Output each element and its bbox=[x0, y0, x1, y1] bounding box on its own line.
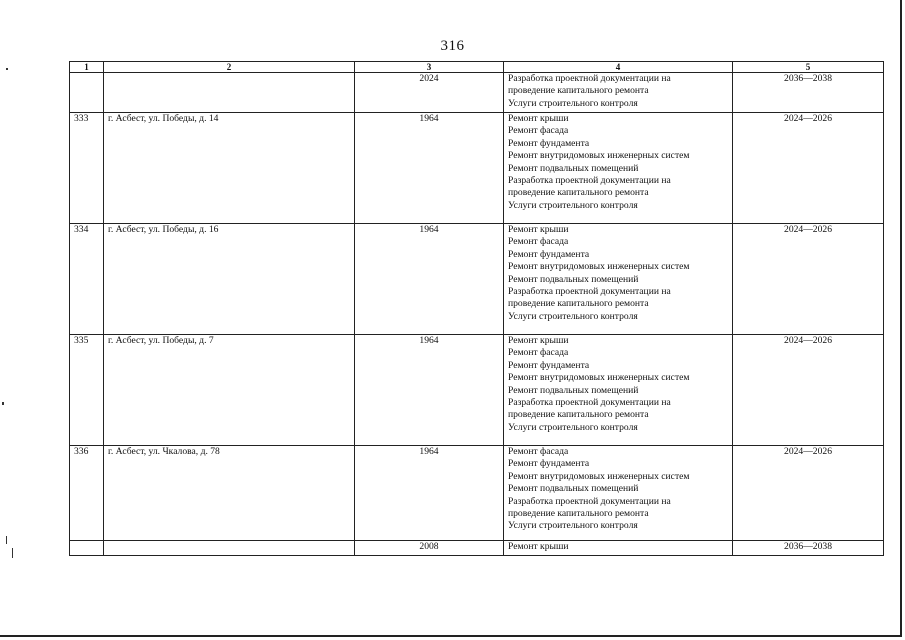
works-cell bbox=[504, 113, 733, 224]
work-item: Ремонт фасада bbox=[508, 236, 569, 248]
work-item: Ремонт фасада bbox=[508, 446, 569, 457]
row-number-cell bbox=[70, 73, 104, 113]
work-item: Ремонт внутридомовых инженерных систем bbox=[508, 150, 690, 162]
column-header: 4 bbox=[504, 62, 733, 73]
work-item: Ремонт крыши bbox=[508, 541, 569, 552]
work-item: Ремонт фасада bbox=[508, 347, 569, 359]
period-cell: 2024—2026 bbox=[733, 446, 884, 541]
work-item: Ремонт подвальных помещений bbox=[508, 273, 639, 285]
work-item: проведение капитального ремонта bbox=[508, 409, 649, 421]
works-cell bbox=[504, 73, 733, 113]
work-item: Услуги строительного контроля bbox=[508, 310, 638, 322]
work-item: Ремонт фасада bbox=[508, 125, 569, 137]
year-cell: 1964 bbox=[355, 446, 504, 541]
table-row bbox=[70, 446, 884, 541]
header-row bbox=[70, 62, 884, 73]
year-cell: 2008 bbox=[355, 541, 504, 556]
table-row bbox=[70, 113, 884, 224]
column-header: 2 bbox=[104, 62, 355, 73]
period-cell: 2024—2026 bbox=[733, 224, 884, 335]
work-item: Ремонт фундамента bbox=[508, 137, 590, 149]
work-item: Ремонт крыши bbox=[508, 224, 569, 235]
work-item: Ремонт подвальных помещений bbox=[508, 162, 639, 174]
page-number: 316 bbox=[440, 38, 465, 54]
work-item: Разработка проектной документации на bbox=[508, 495, 671, 507]
work-item: Ремонт внутридомовых инженерных систем bbox=[508, 261, 690, 273]
work-item: Ремонт подвальных помещений bbox=[508, 483, 639, 495]
scan-speck bbox=[6, 536, 7, 544]
year-cell: 1964 bbox=[355, 224, 504, 335]
work-item: проведение капитального ремонта bbox=[508, 187, 649, 199]
year-cell: 1964 bbox=[355, 113, 504, 224]
work-item: Услуги строительного контроля bbox=[508, 421, 638, 433]
work-item: Ремонт крыши bbox=[508, 113, 569, 124]
works-cell bbox=[504, 541, 733, 556]
scan-speck bbox=[12, 548, 13, 558]
period-cell: 2036—2038 bbox=[733, 541, 884, 556]
table-row bbox=[70, 224, 884, 335]
table-row bbox=[70, 541, 884, 556]
year-cell: 2024 bbox=[355, 73, 504, 113]
works-cell bbox=[504, 446, 733, 541]
period-cell: 2024—2026 bbox=[733, 335, 884, 446]
work-item: проведение капитального ремонта bbox=[508, 298, 649, 310]
work-item: Ремонт фундамента bbox=[508, 359, 590, 371]
work-item: Услуги строительного контроля bbox=[508, 520, 638, 532]
work-item: Ремонт фундамента bbox=[508, 248, 590, 260]
row-number-cell: 336 bbox=[70, 446, 104, 541]
period-cell: 2024—2026 bbox=[733, 113, 884, 224]
period-cell: 2036—2038 bbox=[733, 73, 884, 113]
scan-speck bbox=[6, 68, 8, 70]
work-item: Ремонт подвальных помещений bbox=[508, 384, 639, 396]
works-cell bbox=[504, 224, 733, 335]
work-item: Услуги строительного контроля bbox=[508, 97, 638, 109]
address-cell: г. Асбест, ул. Победы, д. 7 bbox=[104, 335, 355, 446]
work-item: проведение капитального ремонта bbox=[508, 85, 649, 97]
work-item: Услуги строительного контроля bbox=[508, 199, 638, 211]
work-item: Разработка проектной документации на bbox=[508, 73, 671, 84]
works-cell bbox=[504, 335, 733, 446]
address-cell bbox=[104, 541, 355, 556]
work-item: Ремонт внутридомовых инженерных систем bbox=[508, 470, 690, 482]
address-cell: г. Асбест, ул. Чкалова, д. 78 bbox=[104, 446, 355, 541]
work-item: Разработка проектной документации на bbox=[508, 397, 671, 409]
register-table bbox=[69, 61, 884, 556]
column-header: 1 bbox=[70, 62, 104, 73]
work-item: Разработка проектной документации на bbox=[508, 175, 671, 187]
row-number-cell bbox=[70, 541, 104, 556]
work-item: Ремонт крыши bbox=[508, 335, 569, 346]
table-row bbox=[70, 335, 884, 446]
row-number-cell: 334 bbox=[70, 224, 104, 335]
address-cell: г. Асбест, ул. Победы, д. 16 bbox=[104, 224, 355, 335]
scan-speck bbox=[2, 402, 4, 405]
column-header: 3 bbox=[355, 62, 504, 73]
year-cell: 1964 bbox=[355, 335, 504, 446]
work-item: проведение капитального ремонта bbox=[508, 508, 649, 520]
column-header: 5 bbox=[733, 62, 884, 73]
work-item: Ремонт внутридомовых инженерных систем bbox=[508, 372, 690, 384]
work-item: Разработка проектной документации на bbox=[508, 286, 671, 298]
row-number-cell: 335 bbox=[70, 335, 104, 446]
address-cell: г. Асбест, ул. Победы, д. 14 bbox=[104, 113, 355, 224]
address-cell bbox=[104, 73, 355, 113]
table-row bbox=[70, 73, 884, 113]
row-number-cell: 333 bbox=[70, 113, 104, 224]
work-item: Ремонт фундамента bbox=[508, 458, 590, 470]
